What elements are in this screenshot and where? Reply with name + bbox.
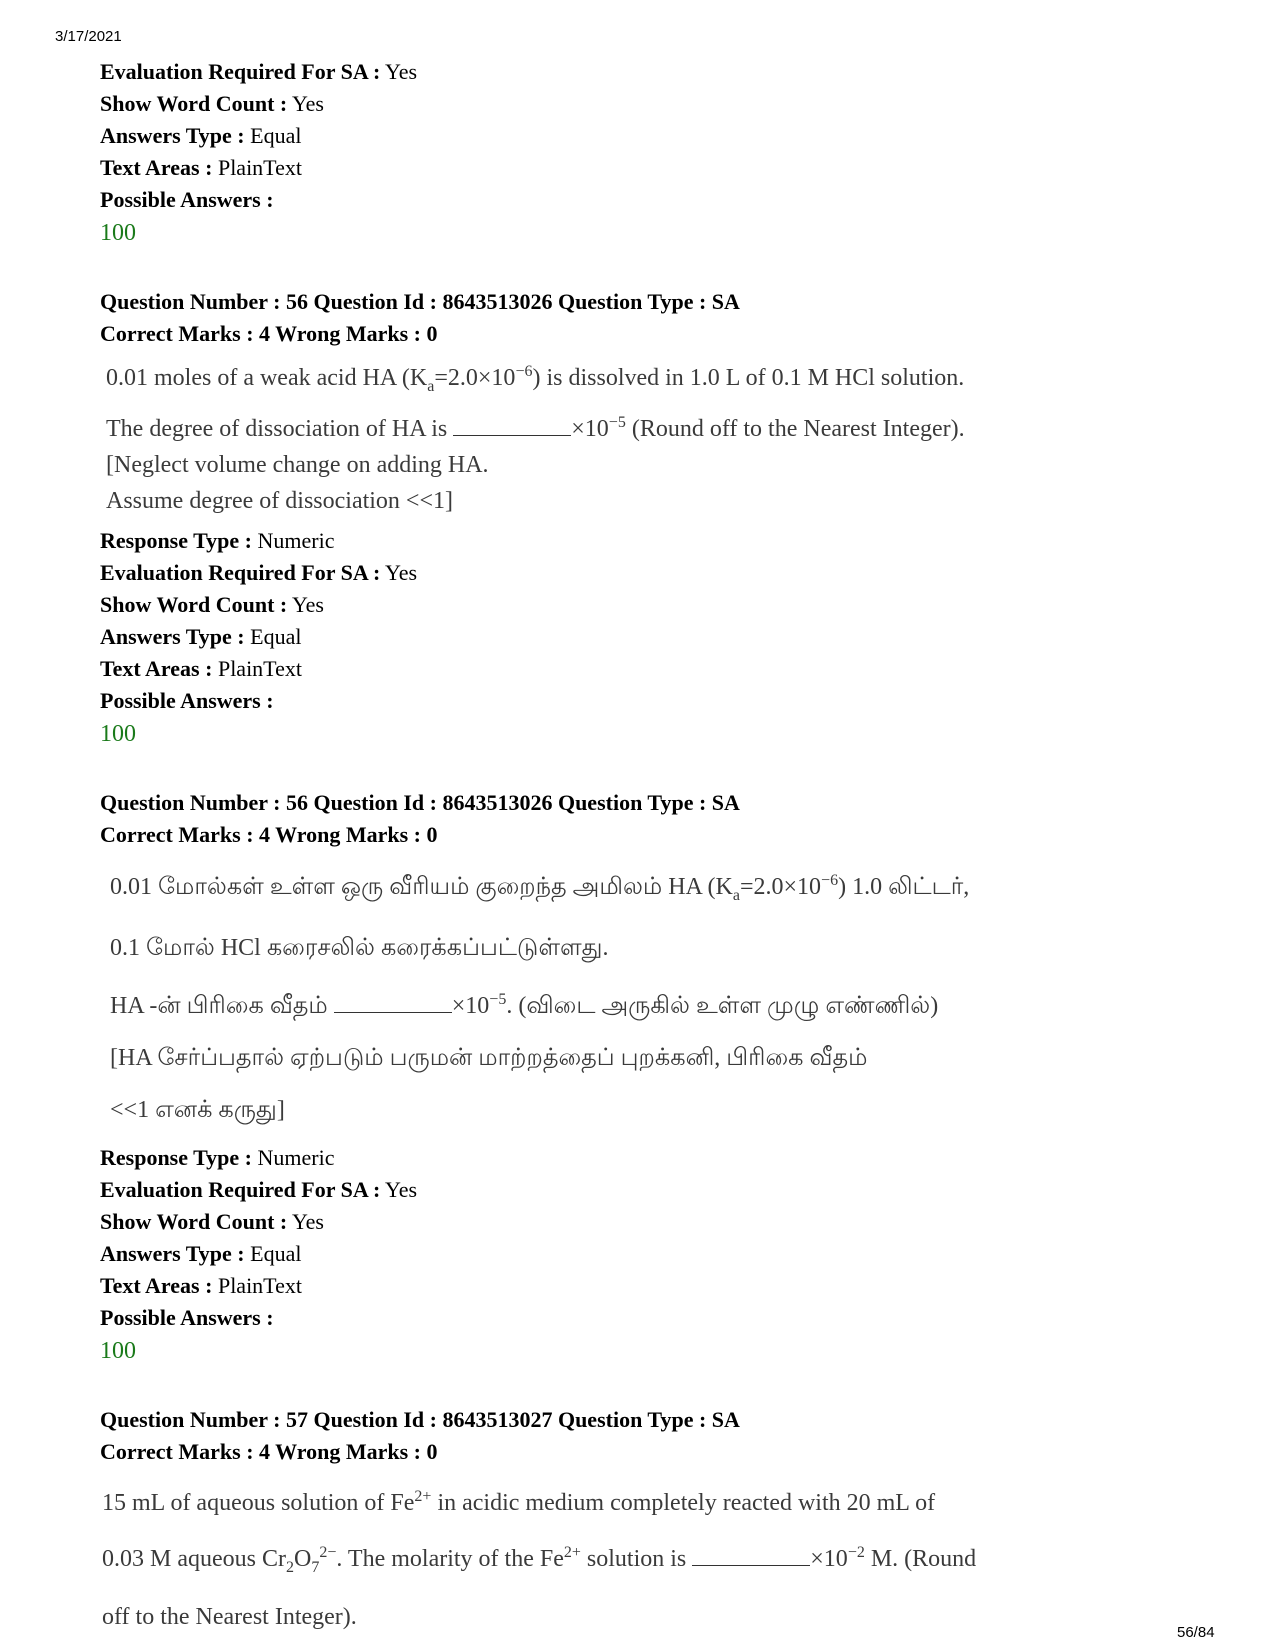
meta-row: [100, 525, 1120, 557]
question-marks: Correct Marks : 4 Wrong Marks : 0: [100, 821, 438, 847]
meta-row: [100, 1142, 1120, 1174]
text-run: ×10: [810, 1545, 848, 1572]
meta-row: [100, 1302, 1120, 1334]
question-marks: Correct Marks : 4 Wrong Marks : 0: [100, 1438, 438, 1464]
question-line: [102, 1528, 1120, 1593]
question-header: Question Number : 56 Question Id : 8643513026 Question Type : SA: [100, 289, 740, 314]
answer-blank: [453, 417, 571, 436]
question-text: [100, 1468, 1120, 1649]
meta-label: Evaluation Required For SA :: [100, 1176, 381, 1202]
question-line: [110, 855, 1120, 922]
superscript: −6: [515, 363, 533, 380]
meta-label: Answers Type :: [100, 1240, 245, 1266]
meta-label: Answers Type :: [100, 123, 245, 148]
subscript: 7: [311, 1558, 320, 1576]
meta-value: Equal: [250, 1240, 302, 1266]
meta-row: [100, 88, 1120, 120]
superscript: 2−: [319, 1543, 337, 1561]
subscript: a: [427, 377, 435, 395]
question-header: Question Number : 56 Question Id : 8643513026 Question Type : SA: [100, 789, 740, 815]
meta-label: Text Areas :: [100, 1272, 213, 1298]
meta-label: Show Word Count :: [100, 591, 288, 617]
meta-row: [100, 653, 1120, 685]
answer-blank: [692, 1547, 810, 1566]
subscript: 2: [285, 1558, 294, 1576]
possible-answer: 100: [100, 1337, 136, 1364]
meta-label: Evaluation Required For SA :: [100, 559, 381, 585]
meta-label: Text Areas :: [100, 655, 213, 681]
meta-row: [100, 589, 1120, 621]
text-run: ) is dissolved in 1.0 L of 0.1 M HCl solution.: [532, 365, 965, 391]
text-run: solution is: [580, 1545, 687, 1572]
meta-row: [100, 1174, 1120, 1206]
superscript: −5: [489, 990, 507, 1008]
question-header: Question Number : 57 Question Id : 8643513027 Question Type : SA: [100, 1406, 740, 1432]
text-run: 15 mL of aqueous solution of Fe: [102, 1489, 415, 1516]
text-run: ×10: [451, 992, 490, 1019]
question-line: [106, 405, 1120, 447]
meta-value: Yes: [385, 559, 418, 585]
meta-value: Yes: [385, 1176, 418, 1202]
question-line: [110, 974, 1120, 1032]
question-line: 0.1 மோல் HCl கரைசலில் கரைக்கப்பட்டுள்ளது.: [110, 934, 609, 961]
meta-label: Response Type :: [100, 1144, 252, 1170]
question-line: [HA சேர்ப்பதால் ஏற்படும் பருமன் மாற்றத்தைப் புறக்கனி, பிரிகை வீதம்: [110, 1044, 868, 1071]
meta-label: Possible Answers :: [100, 187, 274, 212]
meta-label: Text Areas :: [100, 155, 213, 180]
text-run: ×10: [571, 415, 609, 442]
subscript: a: [732, 886, 740, 904]
question-marks: Correct Marks : 4 Wrong Marks : 0: [100, 321, 438, 346]
question-line: <<1 எனக் கருது]: [110, 1096, 285, 1123]
page-number: 56/84: [1177, 1624, 1215, 1641]
meta-value: Numeric: [257, 527, 335, 553]
meta-row: [100, 120, 1120, 152]
superscript: −5: [608, 413, 626, 431]
meta-value: Equal: [250, 123, 302, 148]
meta-row: [100, 621, 1120, 653]
meta-row: [100, 685, 1120, 717]
text-run: . (விடை அருகில் உள்ள முழு எண்ணில்): [506, 992, 939, 1019]
meta-value: Yes: [291, 591, 324, 617]
text-run: . The molarity of the Fe: [336, 1545, 564, 1572]
meta-label: Answers Type :: [100, 623, 245, 649]
meta-value: Yes: [291, 1208, 324, 1234]
text-run: (Round off to the Nearest Integer).: [631, 415, 965, 442]
meta-value: Numeric: [257, 1144, 335, 1170]
top-meta-block: [100, 56, 1120, 250]
meta-label: Possible Answers :: [100, 687, 274, 713]
meta-row: [100, 1270, 1120, 1302]
question-text: [100, 851, 1120, 1142]
possible-answer: 100: [100, 220, 136, 246]
document-content: [100, 56, 1120, 1648]
superscript: 2+: [414, 1487, 432, 1505]
possible-answer: 100: [100, 720, 136, 747]
meta-value: PlainText: [217, 155, 302, 180]
meta-value: PlainText: [217, 655, 302, 681]
meta-row: [100, 152, 1120, 184]
question-line: Assume degree of dissociation <<1]: [106, 487, 453, 514]
text-run: M. (Round: [864, 1545, 977, 1572]
question-line: [Neglect volume change on adding HA.: [106, 451, 489, 478]
meta-label: Response Type :: [100, 527, 252, 553]
meta-label: Evaluation Required For SA :: [100, 59, 381, 84]
answer-blank: [334, 994, 452, 1013]
question-56-english: [100, 286, 1120, 751]
meta-row: [100, 1238, 1120, 1270]
text-run: =2.0×10: [739, 873, 822, 900]
meta-value: Yes: [385, 59, 418, 84]
meta-label: Possible Answers :: [100, 1304, 274, 1330]
question-line: off to the Nearest Integer).: [102, 1604, 357, 1631]
question-text: [100, 350, 1120, 525]
meta-label: Show Word Count :: [100, 1208, 288, 1234]
text-run: 0.03 M aqueous Cr: [102, 1545, 286, 1572]
text-run: The degree of dissociation of HA is: [106, 415, 448, 442]
superscript: 2+: [563, 1543, 581, 1561]
text-run: =2.0×10: [434, 365, 516, 391]
text-run: HA -ன் பிரிகை வீதம்: [110, 992, 328, 1019]
print-date: 3/17/2021: [55, 28, 122, 45]
question-57: [100, 1404, 1120, 1649]
text-run: 0.01 மோல்கள் உள்ள ஒரு வீரியம் குறைந்த அமிலம் HA (K: [110, 873, 733, 900]
meta-row: [100, 1206, 1120, 1238]
question-line: [106, 354, 1120, 405]
meta-value: Equal: [250, 623, 302, 649]
text-run: O: [293, 1545, 312, 1572]
question-56-tamil: [100, 787, 1120, 1368]
meta-row: [100, 56, 1120, 88]
meta-value: Yes: [291, 91, 324, 116]
meta-row: [100, 184, 1120, 216]
meta-row: [100, 557, 1120, 589]
meta-label: Show Word Count :: [100, 91, 288, 116]
text-run: 0.01 moles of a weak acid HA (K: [106, 365, 428, 391]
question-line: [102, 1472, 1120, 1528]
superscript: −2: [847, 1543, 865, 1561]
text-run: ) 1.0 லிட்டர்,: [838, 873, 970, 900]
meta-value: PlainText: [217, 1272, 302, 1298]
text-run: in acidic medium completely reacted with 20 mL of: [431, 1489, 936, 1516]
superscript: −6: [821, 871, 839, 889]
